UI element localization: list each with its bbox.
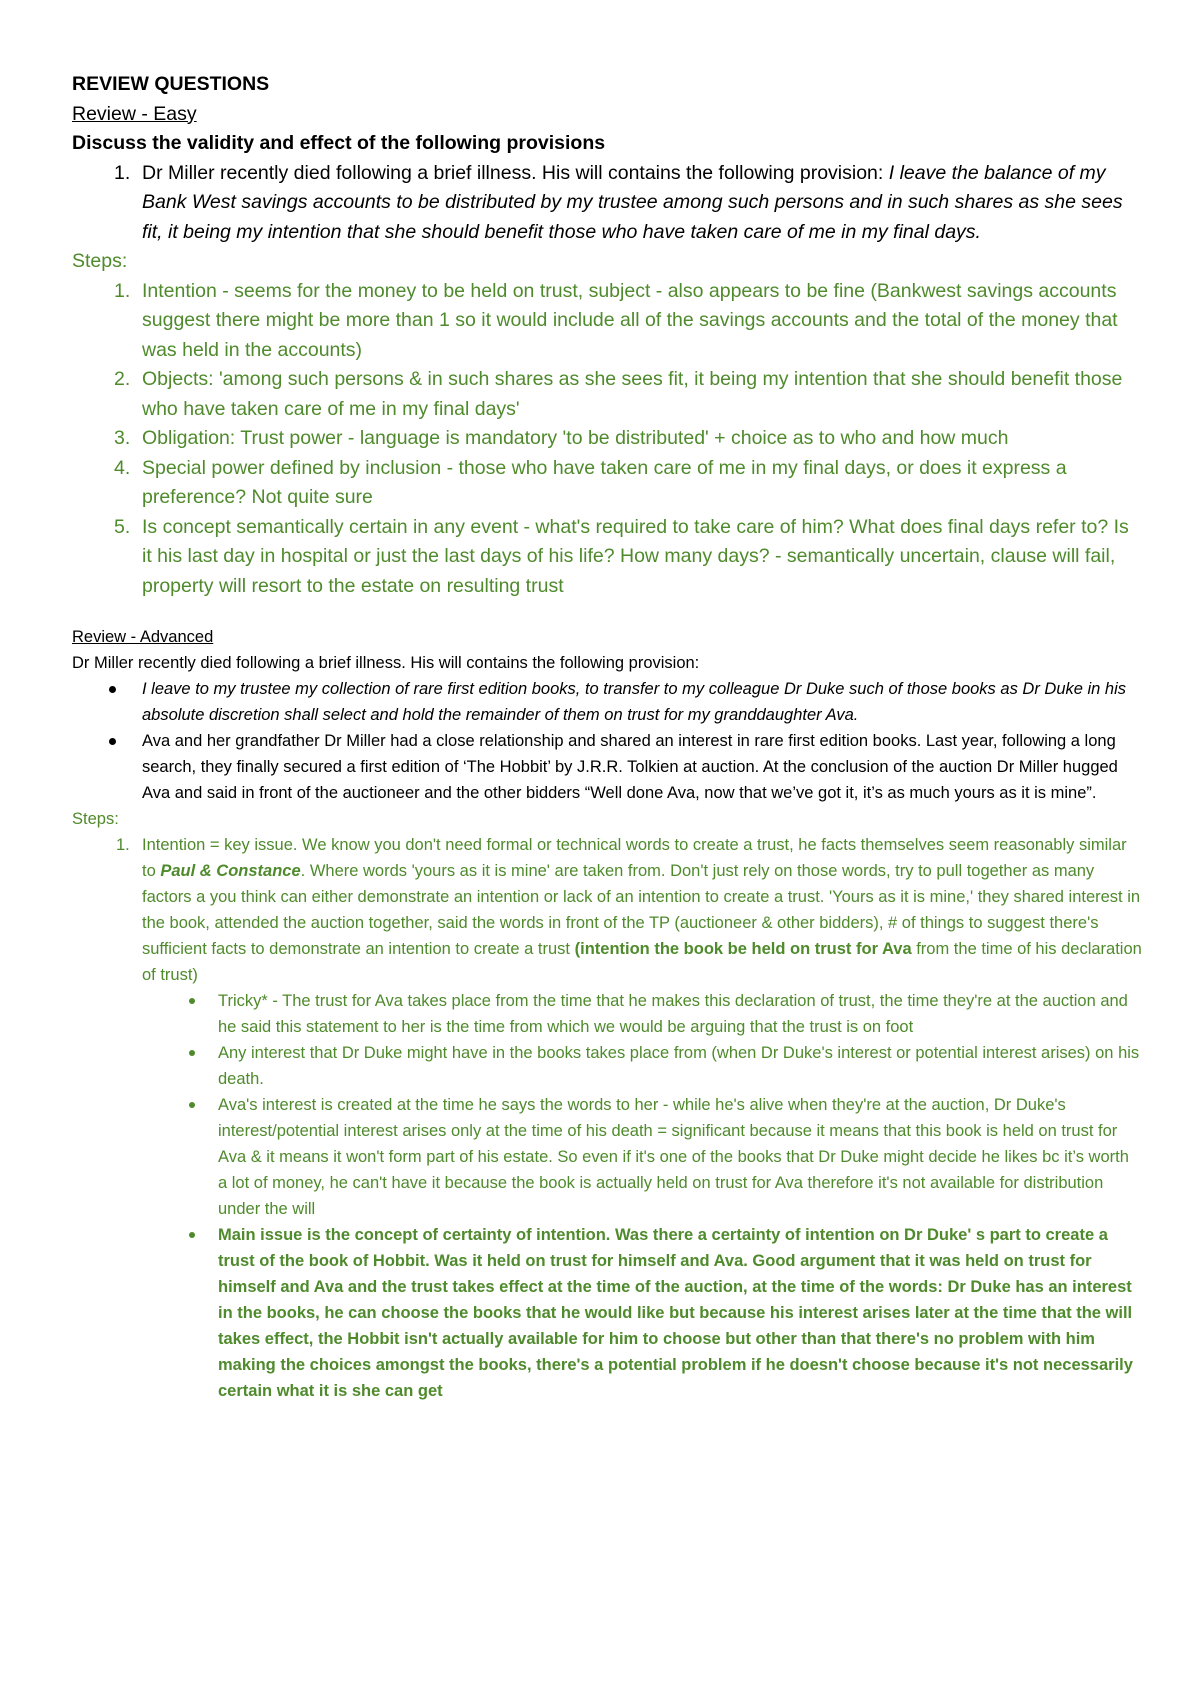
question-item (72, 159, 1142, 248)
sub-bullets (72, 988, 1142, 1404)
scenario-bullet (72, 676, 1142, 728)
step-text: . Where words 'yours as it is mine' are taken from. Don't just rely on those words, try to pull together as many factors a you think can either demonstrate an intention or lack of an intention to create a trust. 'Yours as it is mine,' they shared interest in the book, attended the auction together, said the words in front of the TP (auctioneer & other bidders), # of things to suggest there's sufficient facts to demonstrate an intention to create a trust (142, 862, 1141, 958)
question-number: 1. (114, 161, 131, 184)
step-number: 1. (114, 279, 131, 302)
steps-label-advanced: Steps: (72, 810, 119, 828)
step-bold-text: (intention the book be held on trust for Ava (574, 940, 912, 958)
step-text: Obligation: Trust power - language is mandatory 'to be distributed' + choice as to who and how much (142, 427, 1009, 449)
bullet-icon (189, 1102, 195, 1108)
bullet-icon (189, 1050, 195, 1056)
scenario-bullets (72, 676, 1142, 806)
steps-list-easy (72, 277, 1142, 602)
sub-bullet (72, 1222, 1142, 1404)
question-quote: I leave the balance of my Bank West savings accounts to be distributed by my trustee among such persons and in such shares as she sees fit, it being my intention that she should benefit those who have taken care of me in my final days. (142, 161, 1123, 243)
section-easy (72, 70, 1142, 601)
instruction: Discuss the validity and effect of the following provisions (72, 132, 606, 154)
step-number: 2. (114, 368, 131, 390)
bullet-text: Any interest that Dr Duke might have in the books takes place from (when Dr Duke's interest or potential interest arises) on his death. (218, 1044, 1140, 1088)
step-number: 3. (114, 427, 131, 449)
bullet-icon (109, 738, 116, 745)
page-title: REVIEW QUESTIONS (72, 73, 270, 95)
document-page (72, 70, 1142, 1404)
step-text: Special power defined by inclusion - those who have taken care of me in my final days, or does it express a preference? Not quite sure (142, 456, 1067, 508)
steps-list-advanced (72, 832, 1142, 988)
case-name: Paul & Constance (160, 862, 301, 880)
subheading-advanced: Review - Advanced (72, 628, 214, 646)
sub-bullet (72, 1092, 1142, 1222)
bullet-text: Ava's interest is created at the time he says the words to her - while he's alive when they're at the auction, Dr Duke's interest/potential interest arises only at the time of his death = significant because it means that this book is held on trust for Ava & it means it won't form part of his estate. So even if it's one of the books that Dr Duke might decide he likes bc it’s worth a lot of money, he can't have it because the book is actually held on trust for Ava therefore it's not available for distribution under the will (218, 1096, 1129, 1218)
question-list (72, 159, 1142, 248)
step-item (72, 832, 1142, 988)
bullet-icon (109, 686, 116, 693)
step-item (72, 454, 1142, 513)
step-item (72, 365, 1142, 424)
question-text: Dr Miller recently died following a brief illness. His will contains the following provision: (142, 161, 889, 184)
step-item (72, 277, 1142, 366)
sub-bullet (72, 988, 1142, 1040)
step-text: Intention = key issue. We know you don't need formal or technical words to create a trust, he facts themselves seem reasonably similar to (142, 836, 1127, 880)
step-number: 5. (114, 515, 131, 538)
step-text: from the time of his declaration of trust) (142, 940, 1142, 984)
step-number: 4. (114, 456, 131, 479)
step-text: Intention - seems for the money to be held on trust, subject - also appears to be fine (Bankwest savings accounts suggest there might be more than 1 so it would include all of the savings accounts and the total of the money that was held in the accounts) (142, 279, 1118, 361)
step-number: 1. (116, 836, 130, 854)
step-text: Is concept semantically certain in any event - what's required to take care of him? What does final days refer to? Is it his last day in hospital or just the last days of his life? How many days? - semantically uncertain, clause will fail, property will resort to the estate on resulting trust (142, 515, 1129, 597)
step-item (72, 424, 1142, 454)
step-text: Objects: 'among such persons & in such shares as she sees fit, it being my intention that she should benefit those who have taken care of me in my final days' (142, 368, 1123, 420)
bullet-text: Ava and her grandfather Dr Miller had a close relationship and shared an interest in rare first edition books. Last year, following a long search, they finally secured a first edition of ‘The Hobbit’ by J.R.R. Tolkien at auction. At the conclusion of the auction Dr Miller hugged Ava and said in front of the auctioneer and the other bidders “Well done Ava, now that we’ve got it, it’s as much yours as it is mine”. (142, 732, 1118, 802)
bullet-icon (189, 998, 195, 1004)
step-item (72, 513, 1142, 602)
bullet-icon (189, 1232, 195, 1238)
subheading-easy: Review - Easy (72, 102, 197, 125)
steps-label-easy: Steps: (72, 250, 128, 272)
advanced-intro: Dr Miller recently died following a brief illness. His will contains the following provision: (72, 654, 700, 672)
section-advanced (72, 624, 1142, 1404)
scenario-bullet (72, 728, 1142, 806)
sub-bullet (72, 1040, 1142, 1092)
bullet-text: I leave to my trustee my collection of rare first edition books, to transfer to my colleague Dr Duke such of those books as Dr Duke in his absolute discretion shall select and hold the remainder of them on trust for my granddaughter Ava. (142, 680, 1127, 724)
bullet-text: Tricky* - The trust for Ava takes place from the time that he makes this declaration of trust, the time they're at the auction and he said this statement to her is the time from which we would be arguing that the trust is on foot (218, 992, 1128, 1036)
bullet-text: Main issue is the concept of certainty of intention. Was there a certainty of intention on Dr Duke' s part to create a trust of the book of Hobbit. Was it held on trust for himself and Ava. Good argument that it was held on trust for himself and Ava and the trust takes effect at the time of the auction, at the time of the words: Dr Duke has an interest in the books, he can choose the books that he would like but because his interest arises later at the time that the will takes effect, the Hobbit isn't actually available for him to choose but other than that there's no problem with him making the choices amongst the books, there's a potential problem if he doesn't choose because it's not necessarily certain what it is she can get (218, 1226, 1133, 1400)
